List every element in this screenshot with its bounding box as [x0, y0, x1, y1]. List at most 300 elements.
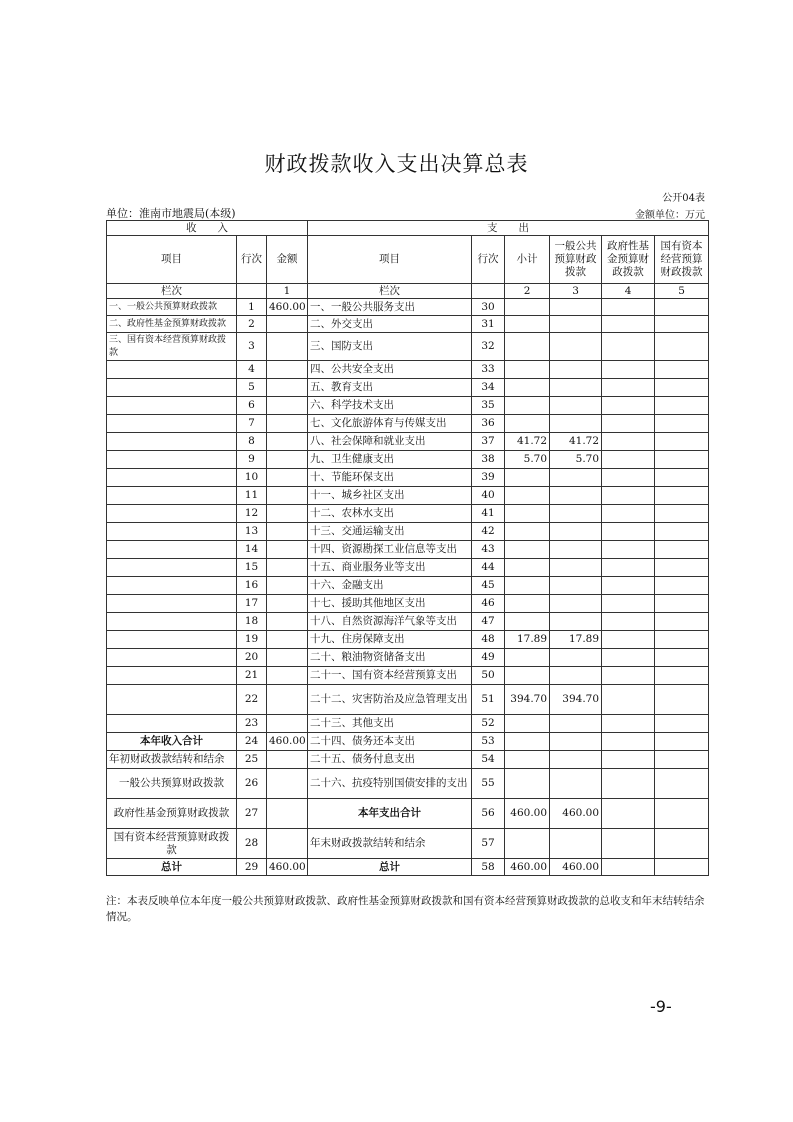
- income-amount-cell: [267, 523, 308, 541]
- income-amount-cell: [267, 649, 308, 667]
- expense-rownum-cell: 57: [472, 829, 505, 859]
- subtotal-cell: [505, 829, 550, 859]
- table-row: [107, 613, 709, 631]
- table-row: [107, 667, 709, 685]
- expense-item-cell: 九、卫生健康支出: [308, 451, 472, 469]
- expense-item-cell: 本年支出合计: [308, 799, 472, 829]
- income-rownum-cell: 3: [237, 333, 267, 361]
- column-number: 2: [505, 284, 550, 299]
- income-amount-cell: 460.00: [267, 299, 308, 316]
- income-rownum-cell: 17: [237, 595, 267, 613]
- table-row: [107, 379, 709, 397]
- income-amount-cell: [267, 631, 308, 649]
- expense-rownum-cell: 35: [472, 397, 505, 415]
- general-budget-cell: [550, 613, 602, 631]
- expense-rownum-cell: 45: [472, 577, 505, 595]
- income-item-cell: 一般公共预算财政拨款: [107, 769, 237, 799]
- capital-budget-cell: [655, 451, 709, 469]
- income-amount-cell: [267, 715, 308, 733]
- subtotal-cell: [505, 733, 550, 751]
- expense-item-cell: 二十六、抗疫特别国债安排的支出: [308, 769, 472, 799]
- expense-rownum-cell: 44: [472, 559, 505, 577]
- capital-budget-cell: [655, 595, 709, 613]
- general-budget-cell: 17.89: [550, 631, 602, 649]
- table-row: [107, 577, 709, 595]
- fund-budget-cell: [602, 751, 655, 769]
- capital-budget-cell: [655, 487, 709, 505]
- income-rownum-cell: 16: [237, 577, 267, 595]
- income-rownum-cell: 20: [237, 649, 267, 667]
- capital-budget-cell: [655, 577, 709, 595]
- table-code: 公开04表: [662, 193, 705, 204]
- capital-budget-cell: [655, 715, 709, 733]
- subtotal-header: 小计: [505, 236, 550, 284]
- income-item-cell: [107, 397, 237, 415]
- capital-budget-cell: [655, 333, 709, 361]
- expense-rownum-cell: 54: [472, 751, 505, 769]
- fund-budget-cell: [602, 715, 655, 733]
- income-item-cell: [107, 685, 237, 715]
- general-budget-cell: [550, 361, 602, 379]
- fund-budget-cell: [602, 299, 655, 316]
- income-item-cell: 总计: [107, 859, 237, 876]
- income-item-cell: [107, 487, 237, 505]
- subtotal-cell: [505, 577, 550, 595]
- income-amount-cell: [267, 316, 308, 333]
- general-budget-cell: [550, 733, 602, 751]
- expense-item-cell: 八、社会保障和就业支出: [308, 433, 472, 451]
- expense-item-cell: 十三、交通运输支出: [308, 523, 472, 541]
- income-item-cell: 二、政府性基金预算财政拨款: [107, 316, 237, 333]
- income-rownum-cell: 8: [237, 433, 267, 451]
- expense-item-cell: 二十五、债务付息支出: [308, 751, 472, 769]
- table-row: [107, 631, 709, 649]
- income-amount-cell: [267, 577, 308, 595]
- fund-budget-cell: [602, 631, 655, 649]
- fund-budget-header: 政府性基金预算财政拨款: [602, 236, 655, 284]
- general-budget-cell: [550, 333, 602, 361]
- income-amount-cell: [267, 595, 308, 613]
- table-row: [107, 751, 709, 769]
- fund-budget-cell: [602, 859, 655, 876]
- expense-item-cell: 二十二、灾害防治及应急管理支出: [308, 685, 472, 715]
- general-budget-cell: [550, 715, 602, 733]
- subtotal-cell: [505, 541, 550, 559]
- subtotal-cell: [505, 505, 550, 523]
- table-row: [107, 799, 709, 829]
- general-budget-cell: 5.70: [550, 451, 602, 469]
- capital-budget-cell: [655, 751, 709, 769]
- expense-rownum-cell: 48: [472, 631, 505, 649]
- general-budget-cell: [550, 469, 602, 487]
- capital-budget-cell: [655, 667, 709, 685]
- expense-item-cell: 二十三、其他支出: [308, 715, 472, 733]
- general-budget-cell: [550, 541, 602, 559]
- expense-rownum-header: 行次: [472, 236, 505, 284]
- table-row: [107, 733, 709, 751]
- income-rownum-cell: 18: [237, 613, 267, 631]
- fund-budget-cell: [602, 799, 655, 829]
- income-amount-cell: [267, 469, 308, 487]
- subtotal-cell: 41.72: [505, 433, 550, 451]
- income-item-cell: [107, 631, 237, 649]
- general-budget-cell: [550, 523, 602, 541]
- table-note: 注：本表反映单位本年度一般公共预算财政拨款、政府性基金预算财政拨款和国有资本经营预算财政拨款的总收支和年末结转结余情况。: [106, 895, 705, 923]
- subtotal-cell: [505, 379, 550, 397]
- expense-rownum-cell: 37: [472, 433, 505, 451]
- subtotal-cell: [505, 487, 550, 505]
- empty-cell: [237, 284, 267, 299]
- expense-rownum-cell: 51: [472, 685, 505, 715]
- subtotal-cell: 17.89: [505, 631, 550, 649]
- income-item-cell: [107, 667, 237, 685]
- subtotal-cell: [505, 769, 550, 799]
- fund-budget-cell: [602, 559, 655, 577]
- fund-budget-cell: [602, 316, 655, 333]
- expense-item-cell: 年末财政拨款结转和结余: [308, 829, 472, 859]
- income-rownum-cell: 24: [237, 733, 267, 751]
- income-amount-cell: [267, 397, 308, 415]
- table-row: [107, 859, 709, 876]
- subtotal-cell: [505, 751, 550, 769]
- expense-item-cell: 十二、农林水支出: [308, 505, 472, 523]
- general-budget-cell: [550, 397, 602, 415]
- table-row: [107, 415, 709, 433]
- subtotal-cell: [505, 613, 550, 631]
- income-rownum-cell: 21: [237, 667, 267, 685]
- capital-budget-cell: [655, 613, 709, 631]
- subtotal-cell: 460.00: [505, 859, 550, 876]
- column-number: 1: [267, 284, 308, 299]
- column-number: 5: [655, 284, 709, 299]
- expense-item-cell: 十、节能环保支出: [308, 469, 472, 487]
- table-row: [107, 299, 709, 316]
- general-budget-cell: 460.00: [550, 799, 602, 829]
- expense-item-cell: 十六、金融支出: [308, 577, 472, 595]
- income-amount-cell: [267, 379, 308, 397]
- fund-budget-cell: [602, 469, 655, 487]
- income-amount-cell: [267, 829, 308, 859]
- expense-section-header: 支 出: [308, 221, 709, 236]
- income-rownum-cell: 29: [237, 859, 267, 876]
- fund-budget-cell: [602, 829, 655, 859]
- subtotal-cell: [505, 469, 550, 487]
- general-budget-cell: [550, 505, 602, 523]
- expense-item-cell: 四、公共安全支出: [308, 361, 472, 379]
- expense-rownum-cell: 58: [472, 859, 505, 876]
- table-row: [107, 451, 709, 469]
- expense-rownum-cell: 47: [472, 613, 505, 631]
- subtotal-cell: 5.70: [505, 451, 550, 469]
- general-budget-cell: [550, 829, 602, 859]
- expense-item-cell: 十四、资源勘探工业信息等支出: [308, 541, 472, 559]
- capital-budget-cell: [655, 631, 709, 649]
- fund-budget-cell: [602, 649, 655, 667]
- table-row: [107, 469, 709, 487]
- income-item-cell: [107, 595, 237, 613]
- income-item-cell: [107, 715, 237, 733]
- expense-rownum-cell: 55: [472, 769, 505, 799]
- income-item-cell: [107, 433, 237, 451]
- column-number: 3: [550, 284, 602, 299]
- fund-budget-cell: [602, 733, 655, 751]
- income-rownum-cell: 27: [237, 799, 267, 829]
- expense-item-cell: 十九、住房保障支出: [308, 631, 472, 649]
- table-row: [107, 433, 709, 451]
- subtotal-cell: [505, 559, 550, 577]
- capital-budget-cell: [655, 316, 709, 333]
- fund-budget-cell: [602, 487, 655, 505]
- capital-budget-cell: [655, 299, 709, 316]
- income-rownum-cell: 5: [237, 379, 267, 397]
- capital-budget-cell: [655, 541, 709, 559]
- table-row: [107, 649, 709, 667]
- subtotal-cell: [505, 523, 550, 541]
- income-item-cell: [107, 451, 237, 469]
- income-item-cell: [107, 613, 237, 631]
- reporting-unit: 单位：淮南市地震局(本级): [106, 207, 236, 220]
- general-budget-cell: [550, 649, 602, 667]
- income-amount-cell: [267, 505, 308, 523]
- general-budget-cell: [550, 415, 602, 433]
- fund-budget-cell: [602, 379, 655, 397]
- expense-item-cell: 一、一般公共服务支出: [308, 299, 472, 316]
- table-row: [107, 829, 709, 859]
- income-item-cell: [107, 469, 237, 487]
- subtotal-cell: [505, 595, 550, 613]
- expense-rownum-cell: 52: [472, 715, 505, 733]
- income-rownum-cell: 12: [237, 505, 267, 523]
- income-rownum-cell: 4: [237, 361, 267, 379]
- fund-budget-cell: [602, 415, 655, 433]
- table-row: [107, 769, 709, 799]
- subtotal-cell: [505, 397, 550, 415]
- income-rownum-cell: 19: [237, 631, 267, 649]
- general-budget-cell: [550, 751, 602, 769]
- capital-budget-cell: [655, 859, 709, 876]
- fund-budget-cell: [602, 397, 655, 415]
- table-row: [107, 559, 709, 577]
- fund-budget-cell: [602, 685, 655, 715]
- income-rownum-cell: 11: [237, 487, 267, 505]
- expense-rownum-cell: 50: [472, 667, 505, 685]
- income-item-cell: 政府性基金预算财政拨款: [107, 799, 237, 829]
- income-item-cell: 本年收入合计: [107, 733, 237, 751]
- income-rownum-header: 行次: [237, 236, 267, 284]
- expense-rownum-cell: 43: [472, 541, 505, 559]
- subtotal-cell: [505, 667, 550, 685]
- subtotal-cell: [505, 361, 550, 379]
- fund-budget-cell: [602, 667, 655, 685]
- general-budget-cell: [550, 595, 602, 613]
- general-budget-cell: [550, 379, 602, 397]
- expense-item-cell: 五、教育支出: [308, 379, 472, 397]
- income-item-cell: 三、国有资本经营预算财政拨款: [107, 333, 237, 361]
- expense-item-cell: 二十一、国有资本经营预算支出: [308, 667, 472, 685]
- general-budget-cell: 41.72: [550, 433, 602, 451]
- capital-budget-cell: [655, 829, 709, 859]
- subtotal-cell: [505, 715, 550, 733]
- income-rownum-cell: 6: [237, 397, 267, 415]
- capital-budget-cell: [655, 415, 709, 433]
- capital-budget-header: 国有资本经营预算财政拨款: [655, 236, 709, 284]
- fund-budget-cell: [602, 769, 655, 799]
- income-rownum-cell: 10: [237, 469, 267, 487]
- income-rownum-cell: 2: [237, 316, 267, 333]
- income-amount-cell: [267, 751, 308, 769]
- table-row: [107, 595, 709, 613]
- capital-budget-cell: [655, 379, 709, 397]
- income-amount-header: 金额: [267, 236, 308, 284]
- expense-item-cell: 三、国防支出: [308, 333, 472, 361]
- fund-budget-cell: [602, 451, 655, 469]
- income-item-cell: [107, 541, 237, 559]
- general-budget-header: 一般公共预算财政拨款: [550, 236, 602, 284]
- capital-budget-cell: [655, 433, 709, 451]
- general-budget-cell: [550, 487, 602, 505]
- income-amount-cell: [267, 685, 308, 715]
- expense-rownum-cell: 36: [472, 415, 505, 433]
- income-item-cell: [107, 361, 237, 379]
- expense-rownum-cell: 53: [472, 733, 505, 751]
- table-row: [107, 523, 709, 541]
- capital-budget-cell: [655, 397, 709, 415]
- income-amount-cell: [267, 667, 308, 685]
- column-number-label: 栏次: [308, 284, 472, 299]
- income-item-cell: [107, 649, 237, 667]
- fund-budget-cell: [602, 333, 655, 361]
- page-title: 财政拨款收入支出决算总表: [264, 152, 529, 176]
- expense-rownum-cell: 42: [472, 523, 505, 541]
- income-item-cell: [107, 379, 237, 397]
- income-rownum-cell: 23: [237, 715, 267, 733]
- expense-item-header: 项目: [308, 236, 472, 284]
- income-rownum-cell: 26: [237, 769, 267, 799]
- subtotal-cell: [505, 299, 550, 316]
- table-row: [107, 487, 709, 505]
- capital-budget-cell: [655, 685, 709, 715]
- income-item-cell: [107, 523, 237, 541]
- expense-rownum-cell: 46: [472, 595, 505, 613]
- capital-budget-cell: [655, 505, 709, 523]
- capital-budget-cell: [655, 649, 709, 667]
- general-budget-cell: [550, 299, 602, 316]
- general-budget-cell: [550, 577, 602, 595]
- expense-item-cell: 十八、自然资源海洋气象等支出: [308, 613, 472, 631]
- capital-budget-cell: [655, 559, 709, 577]
- general-budget-cell: 394.70: [550, 685, 602, 715]
- subtotal-cell: [505, 333, 550, 361]
- income-item-cell: 年初财政拨款结转和结余: [107, 751, 237, 769]
- expense-rownum-cell: 49: [472, 649, 505, 667]
- income-rownum-cell: 28: [237, 829, 267, 859]
- income-item-cell: [107, 577, 237, 595]
- expense-rownum-cell: 38: [472, 451, 505, 469]
- income-amount-cell: [267, 451, 308, 469]
- table-row: [107, 541, 709, 559]
- income-rownum-cell: 25: [237, 751, 267, 769]
- income-amount-cell: [267, 333, 308, 361]
- expense-rownum-cell: 41: [472, 505, 505, 523]
- general-budget-cell: [550, 769, 602, 799]
- expense-item-cell: 十一、城乡社区支出: [308, 487, 472, 505]
- income-item-cell: [107, 559, 237, 577]
- expense-item-cell: 十七、援助其他地区支出: [308, 595, 472, 613]
- table-row: [107, 361, 709, 379]
- income-amount-cell: [267, 487, 308, 505]
- table-row: [107, 505, 709, 523]
- income-amount-cell: [267, 433, 308, 451]
- expense-rownum-cell: 34: [472, 379, 505, 397]
- expense-rownum-cell: 30: [472, 299, 505, 316]
- fund-budget-cell: [602, 577, 655, 595]
- expense-rownum-cell: 39: [472, 469, 505, 487]
- amount-unit: 金额单位：万元: [635, 210, 705, 221]
- expense-item-cell: 七、文化旅游体育与传媒支出: [308, 415, 472, 433]
- income-amount-cell: [267, 541, 308, 559]
- fund-budget-cell: [602, 523, 655, 541]
- income-amount-cell: [267, 415, 308, 433]
- empty-cell: [472, 284, 505, 299]
- subtotal-cell: [505, 316, 550, 333]
- income-amount-cell: 460.00: [267, 733, 308, 751]
- income-amount-cell: 460.00: [267, 859, 308, 876]
- fund-budget-cell: [602, 541, 655, 559]
- income-item-cell: [107, 415, 237, 433]
- capital-budget-cell: [655, 733, 709, 751]
- expense-item-cell: 十五、商业服务业等支出: [308, 559, 472, 577]
- budget-summary-table: [106, 220, 709, 876]
- subtotal-cell: 394.70: [505, 685, 550, 715]
- expense-item-cell: 六、科学技术支出: [308, 397, 472, 415]
- expense-rownum-cell: 31: [472, 316, 505, 333]
- page-number: -9-: [650, 997, 672, 1016]
- expense-item-cell: 二十四、债务还本支出: [308, 733, 472, 751]
- income-amount-cell: [267, 361, 308, 379]
- general-budget-cell: [550, 667, 602, 685]
- general-budget-cell: [550, 316, 602, 333]
- income-rownum-cell: 1: [237, 299, 267, 316]
- income-amount-cell: [267, 799, 308, 829]
- income-item-cell: 一、一般公共预算财政拨款: [107, 299, 237, 316]
- general-budget-cell: [550, 559, 602, 577]
- expense-rownum-cell: 32: [472, 333, 505, 361]
- column-number: 4: [602, 284, 655, 299]
- income-rownum-cell: 13: [237, 523, 267, 541]
- capital-budget-cell: [655, 769, 709, 799]
- income-amount-cell: [267, 613, 308, 631]
- income-rownum-cell: 22: [237, 685, 267, 715]
- income-item-header: 项目: [107, 236, 237, 284]
- income-amount-cell: [267, 559, 308, 577]
- expense-rownum-cell: 56: [472, 799, 505, 829]
- table-row: [107, 397, 709, 415]
- fund-budget-cell: [602, 595, 655, 613]
- table-row: [107, 715, 709, 733]
- table-row: [107, 333, 709, 361]
- expense-rownum-cell: 33: [472, 361, 505, 379]
- income-rownum-cell: 7: [237, 415, 267, 433]
- capital-budget-cell: [655, 523, 709, 541]
- expense-item-cell: 二、外交支出: [308, 316, 472, 333]
- income-rownum-cell: 14: [237, 541, 267, 559]
- income-item-cell: 国有资本经营预算财政拨款: [107, 829, 237, 859]
- expense-item-cell: 总计: [308, 859, 472, 876]
- capital-budget-cell: [655, 361, 709, 379]
- income-section-header: 收 入: [107, 221, 308, 236]
- capital-budget-cell: [655, 469, 709, 487]
- expense-item-cell: 二十、粮油物资储备支出: [308, 649, 472, 667]
